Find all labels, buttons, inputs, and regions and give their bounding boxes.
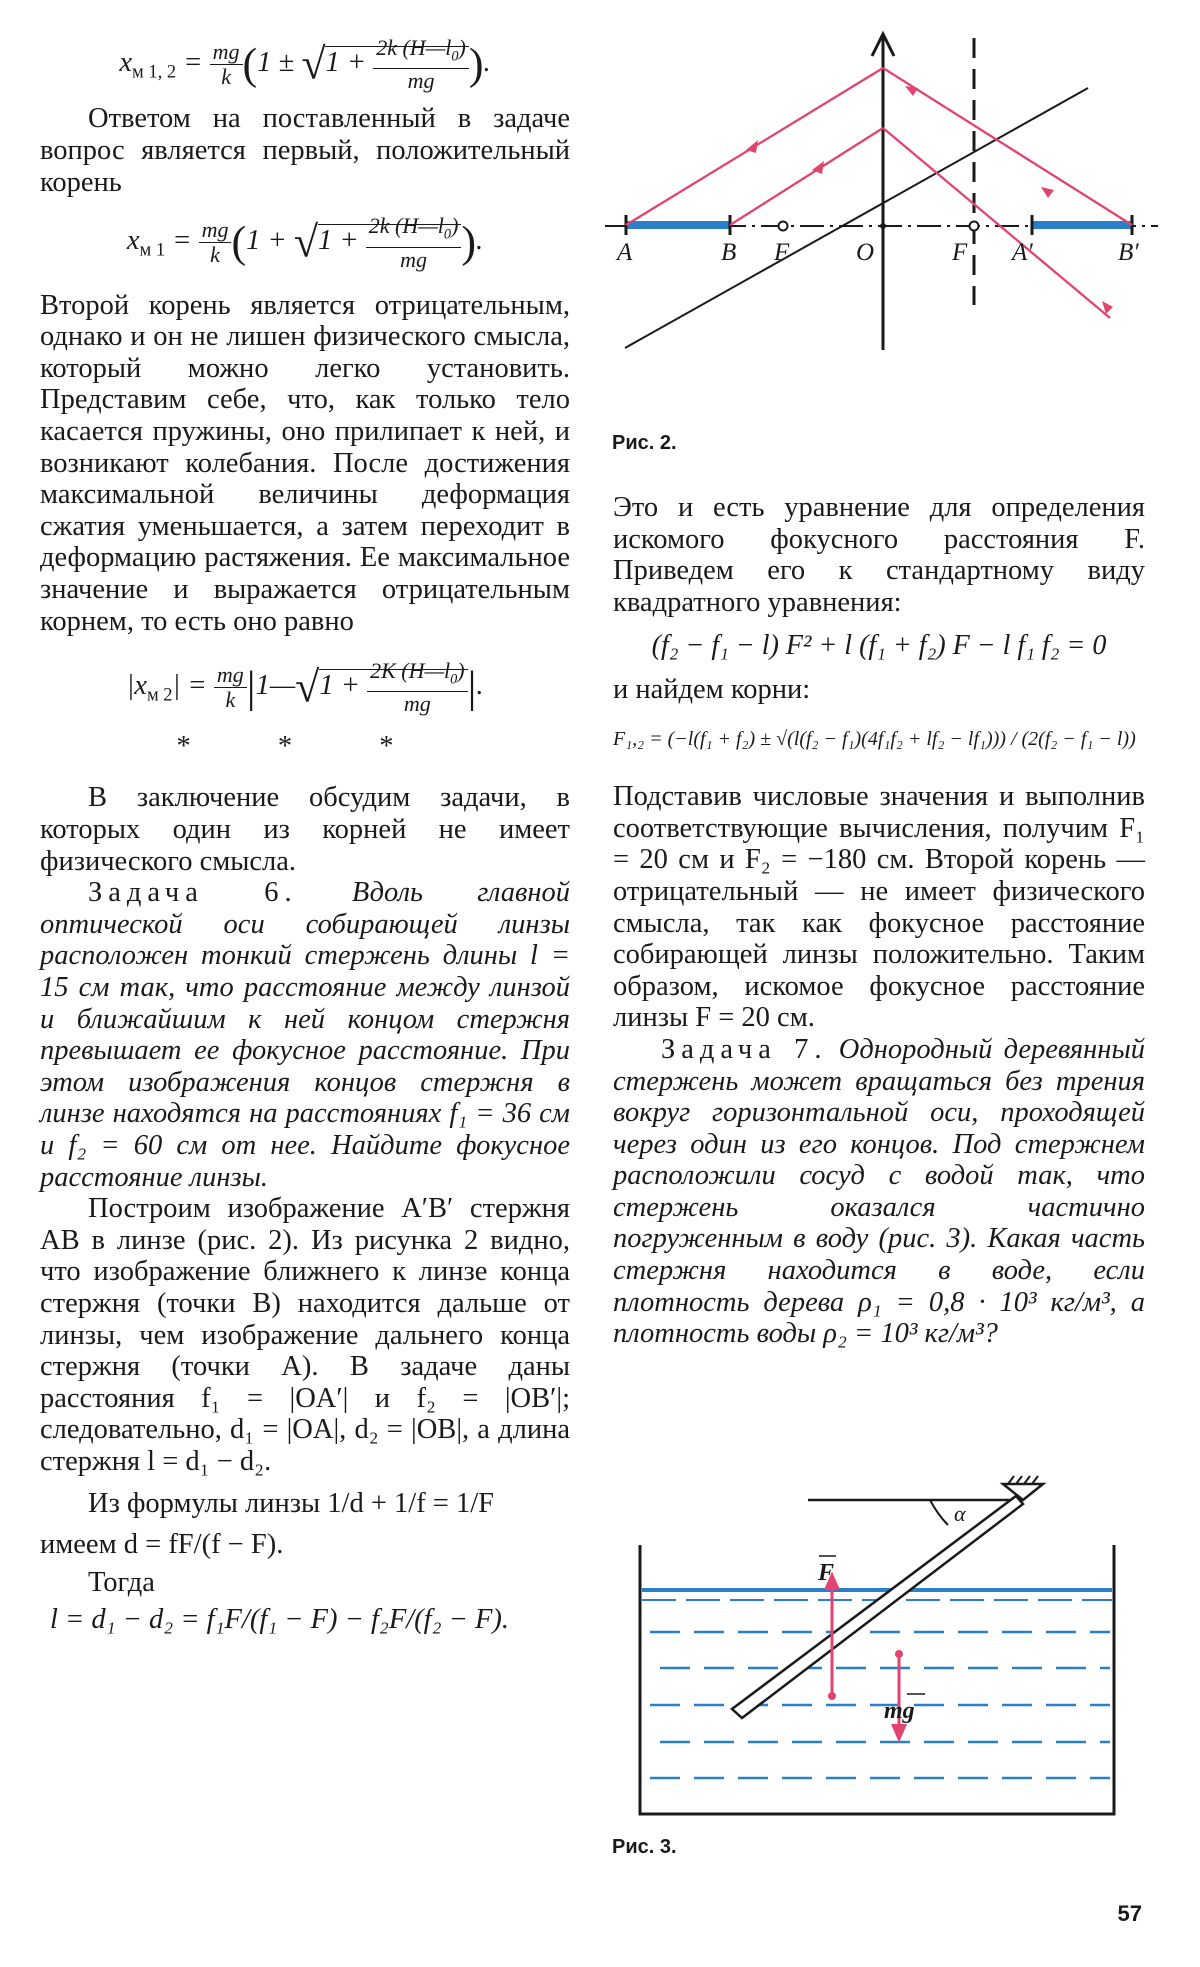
formula-x-m1 — [40, 214, 570, 271]
right-paragraph-2: и найдем корни: — [613, 673, 811, 705]
left-paragraph-1: Ответом на поставленный в задаче вопрос является первый, положительный корень — [40, 103, 570, 198]
left-paragraph-7: Тогда — [88, 1566, 155, 1598]
right-paragraph-3: Подставив числовые значения и выполнив соответствующие вычисления, получим F₁ = 20 см и F₂ = −180 см. Второй корень — отрицательный — не имеет физического смысла, так как фокусное расстояние собирающей линзы положительно. Таким образом, искомое фокусное расстояние линзы F = 20 см. — [613, 781, 1145, 1034]
formula-x-m2-render: $|x_{м 2}|$ = $\frac{mg}{k}$ |1—√1 + $\frac{2K (H—l_0)}{mg}$ |. — [126, 658, 484, 717]
left-paragraph-3: В заключение обсудим задачи, в которых один из корней не имеет физического смысла. — [40, 782, 570, 877]
task-7-text: Однородный деревянный стержень может вращаться без трения вокруг горизонтальной оси, проходящей через один из его концов. Под стержнем расположили сосуд с водой так, что стержень оказался частично погруженным в воду (рис. 3). Какая часть стержня находится в воде, если плотность дерева ρ₁ = 0,8 · 10³ кг/м³, а плотность воды ρ₂ = 10³ кг/м³? — [613, 1033, 1146, 1350]
fig2-label-a-prime: A′ — [1012, 239, 1033, 266]
formula-x-m12 — [40, 36, 570, 93]
figure-3-rod-in-water — [620, 1465, 1140, 1825]
fig2-label-b: B — [721, 239, 737, 266]
formula-x-m12-render: $x_{м 1, 2}$ = $\frac{mg}{k}$ (1 ± √1 + $\frac{2k (H—l_0)}{mg}$ ). — [119, 35, 491, 94]
figure-3-caption: Рис. 3. — [612, 1836, 677, 1858]
left-paragraph-4: Построим изображение A′B′ стержня AB в линзе (рис. 2). Из рисунка 2 видно, что изображение ближнего к линзе конца стержня (точки B) находится дальше от линзы, чем изображение дальнего конца стержня (точки A). В задаче даны расстояния f₁ = |OA′| и f₂ = |OB′|; следовательно, d₁ = |OA|, d₂ = |OB|, а длина стержня l = d₁ − d₂. — [40, 1193, 570, 1477]
fig3-label-mg: mg — [884, 1698, 915, 1724]
fig2-label-o: O — [856, 239, 875, 266]
formula-roots: F₁,₂ = (−l(f₁ + f₂) ± √(l(f₂ − f₁)(4f₁f₂ + lf₂ − lf₁))) / (2(f₂ − f₁ − l)) — [613, 727, 1136, 750]
left-column — [40, 22, 570, 1636]
fig2-label-f-left: F — [774, 239, 790, 266]
fig2-label-b-prime: B′ — [1118, 239, 1139, 266]
left-paragraph-5: Из формулы линзы 1/d + 1/f = 1/F — [88, 1487, 495, 1519]
figure-2-drawing — [600, 20, 1160, 350]
right-paragraph-1: Это и есть уравнение для определения искомого фокусного расстояния F. Приведем его к стандартному виду квадратного уравнения: — [613, 492, 1145, 618]
fig3-label-f: F — [818, 1560, 835, 1586]
task-7-label: Задача 7. — [661, 1033, 828, 1065]
fig3-label-alpha: α — [954, 1501, 966, 1526]
right-column — [613, 492, 1145, 1350]
task-7 — [613, 1034, 1145, 1350]
section-separator: * * * — [176, 731, 434, 763]
left-paragraph-6: имеем d = fF/(f − F). — [40, 1529, 284, 1561]
formula-l: l = d₁ − d₂ = f₁F/(f₁ − F) − f₂F/(f₂ − F). — [50, 1604, 509, 1636]
figure-2-caption: Рис. 2. — [612, 432, 677, 454]
formula-quadratic: (f₂ − f₁ − l) F² + l (f₁ + f₂) F − l f₁ f₂ = 0 — [651, 630, 1107, 662]
page-number: 57 — [1117, 1901, 1142, 1926]
task-6 — [40, 877, 570, 1193]
task-6-text: Вдоль главной оптической оси собирающей линзы расположен тонкий стержень длины l = 15 см так, что расстояние между линзой и ближайшим к ней концом стержня превышает ее фокусное расстояние. При этом изображения концов стержня в линзе находятся на расстояниях f₁ = 36 см и f₂ = 60 см от нее. Найдите фокусное расстояние линзы. — [40, 877, 571, 1193]
fig2-label-a: A — [617, 239, 633, 266]
formula-x-m2 — [40, 659, 570, 716]
formula-x-m1-render: $x_{м 1}$ = $\frac{mg}{k}$ (1 + √1 + $\frac{2k (H—l_0)}{mg}$ ). — [126, 213, 484, 272]
task-6-label: Задача 6. — [88, 877, 298, 909]
left-paragraph-2: Второй корень является отрицательным, однако и он не лишен физического смысла, который можно легко установить. Представим себе, что, как только тело касается пружины, оно прилипает к ней, и возникают колебания. После достижения максимальной величины деформация сжатия уменьшается, а затем переходит в деформацию растяжения. Ее максимальное значение и выражается отрицательным корнем, то есть оно равно — [40, 289, 570, 637]
fig2-label-f-right: F — [952, 239, 968, 266]
